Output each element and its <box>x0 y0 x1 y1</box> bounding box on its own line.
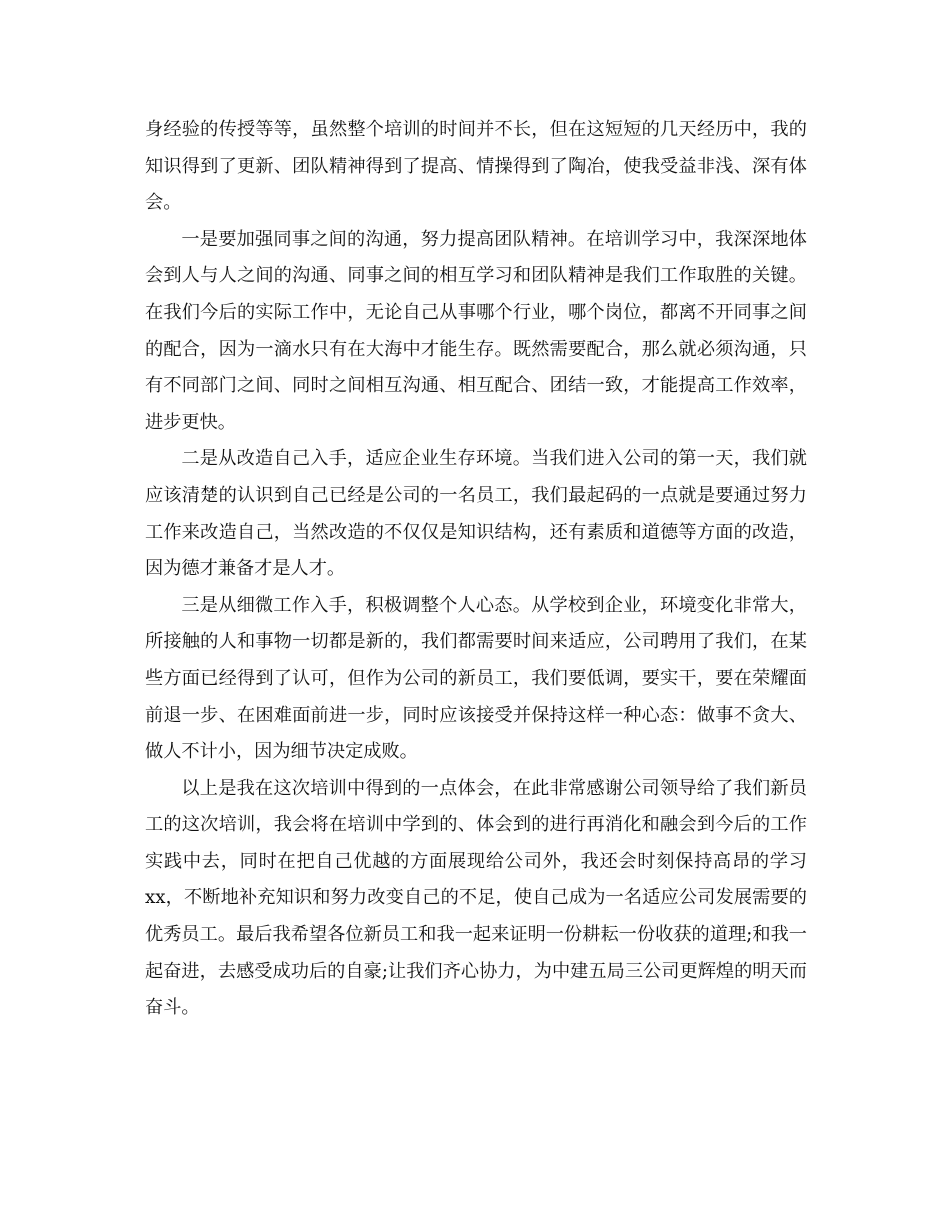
document-page <box>145 112 807 1027</box>
paragraph-continued: 身经验的传授等等，虽然整个培训的时间并不长，但在这短短的几天经历中，我的知识得到了更新、团队精神得到了提高、情操得到了陶冶，使我受益非浅、深有体会。 <box>145 119 807 214</box>
paragraph-teamwork: 一是要加强同事之间的沟通，努力提高团队精神。在培训学习中，我深深地体会到人与人之间的沟通、同事之间的相互学习和团队精神是我们工作取胜的关键。在我们今后的实际工作中，无论自己从事哪个行业，哪个岗位，都离不开同事之间的配合，因为一滴水只有在大海中才能生存。既然需要配合，那么就必须沟通，只有不同部门之间、同时之间相互沟通、相互配合、团结一致，才能提高工作效率，进步更快。 <box>145 228 807 433</box>
paragraph-conclusion: 以上是我在这次培训中得到的一点体会，在此非常感谢公司领导给了我们新员工的这次培训，我会将在培训中学到的、体会到的进行再消化和融会到今后的工作实践中去，同时在把自己优越的方面展现给公司外，我还会时刻保持高昂的学习xx，不断地补充知识和努力改变自己的不足，使自己成为一名适应公司发展需要的优秀员工。最后我希望各位新员工和我一起来证明一份耕耘一份收获的道理;和我一起奋进，去感受成功后的自豪;让我们齐心协力，为中建五局三公司更辉煌的明天而奋斗。 <box>145 777 807 1019</box>
paragraph-attitude: 三是从细微工作入手，积极调整个人心态。从学校到企业，环境变化非常大，所接触的人和事物一切都是新的，我们都需要时间来适应，公司聘用了我们，在某些方面已经得到了认可，但作为公司的新员工，我们要低调，要实干，要在荣耀面前退一步、在困难面前进一步，同时应该接受并保持这样一种心态：做事不贪大、做人不计小，因为细节决定成败。 <box>145 594 807 763</box>
paragraph-self-improvement: 二是从改造自己入手，适应企业生存环境。当我们进入公司的第一天，我们就应该清楚的认识到自己已经是公司的一名员工，我们最起码的一点就是要通过努力工作来改造自己，当然改造的不仅仅是知识结构，还有素质和道德等方面的改造，因为德才兼备才是人才。 <box>145 448 807 580</box>
